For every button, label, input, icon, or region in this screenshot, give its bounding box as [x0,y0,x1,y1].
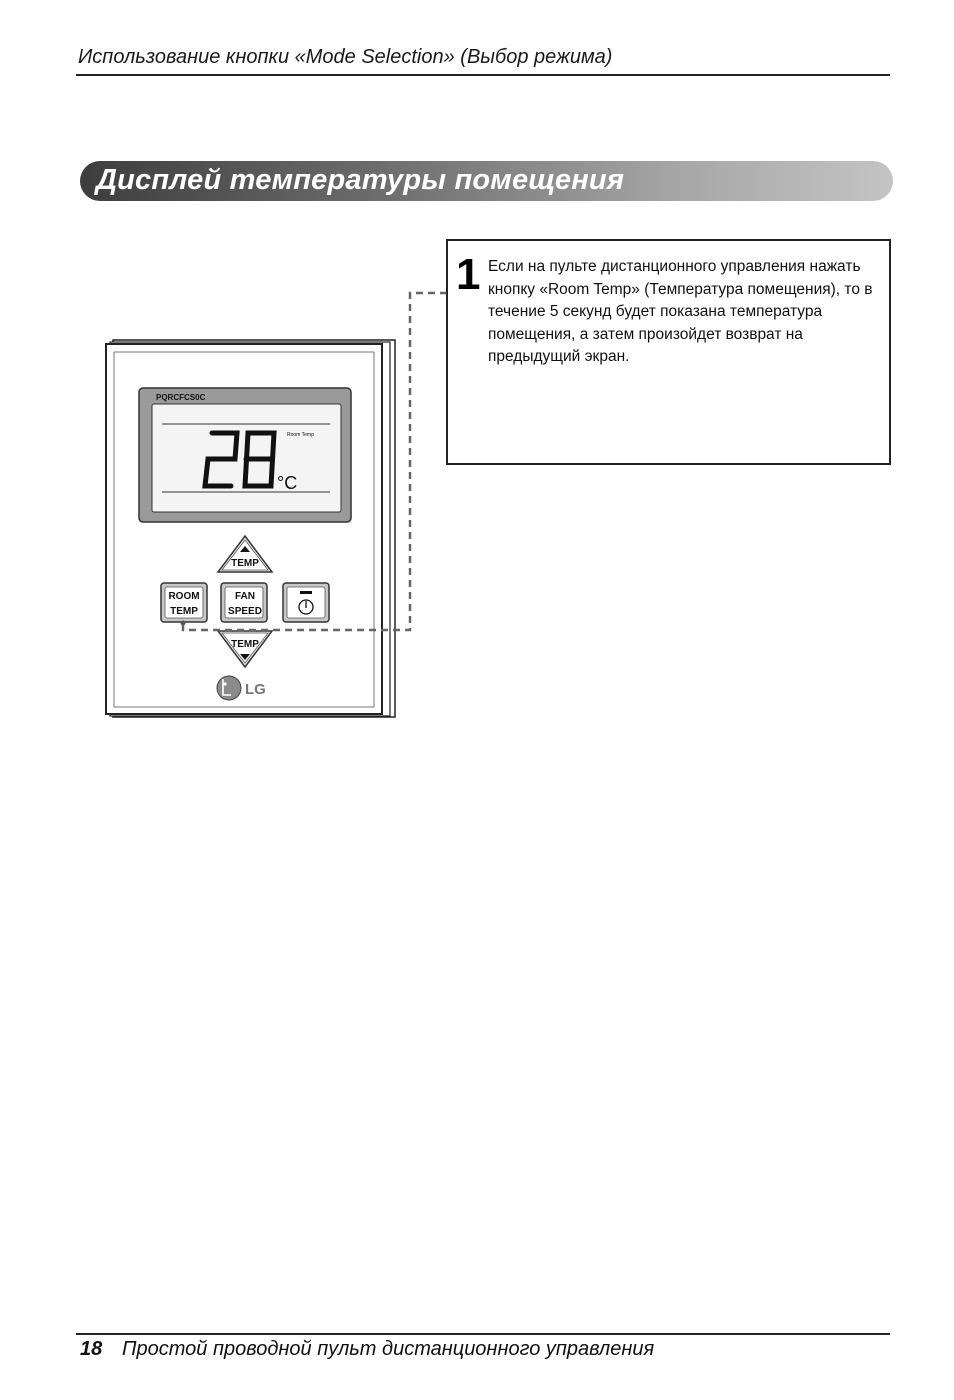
section-title: Дисплей температуры помещения [96,164,625,196]
page-number: 18 [80,1338,103,1360]
room-temp-label-1: ROOM [168,591,200,602]
brand-label: LG [245,681,266,698]
power-led-indicator [300,591,312,594]
power-button[interactable] [283,583,329,622]
footer-title: Простой проводной пульт дистанционного управления [122,1338,655,1360]
step-description: Если на пульте дистанционного управления нажать кнопку «Room Temp» (Температура помещения), то в течение 5 секунд будет показана температура помещения, а затем произойдет возврат на предыдущий экран. [488,258,873,365]
step-number: 1 [456,250,481,299]
fan-speed-button[interactable] [221,583,267,622]
footer-divider [76,1333,890,1335]
room-temp-label-2: TEMP [170,606,198,617]
fan-speed-label-1: FAN [235,591,255,602]
temp-up-label: TEMP [231,558,259,569]
fan-speed-label-2: SPEED [228,606,262,617]
room-temp-button[interactable] [161,583,207,622]
model-label: PQRCFCS0C [156,393,206,402]
temperature-unit: °C [277,473,298,493]
page-header-title: Использование кнопки «Mode Selection» (Выбор режима) [78,46,613,68]
connector-dot [181,621,186,626]
temp-down-label: TEMP [231,639,259,650]
room-temp-indicator: Room Temp [287,432,314,438]
